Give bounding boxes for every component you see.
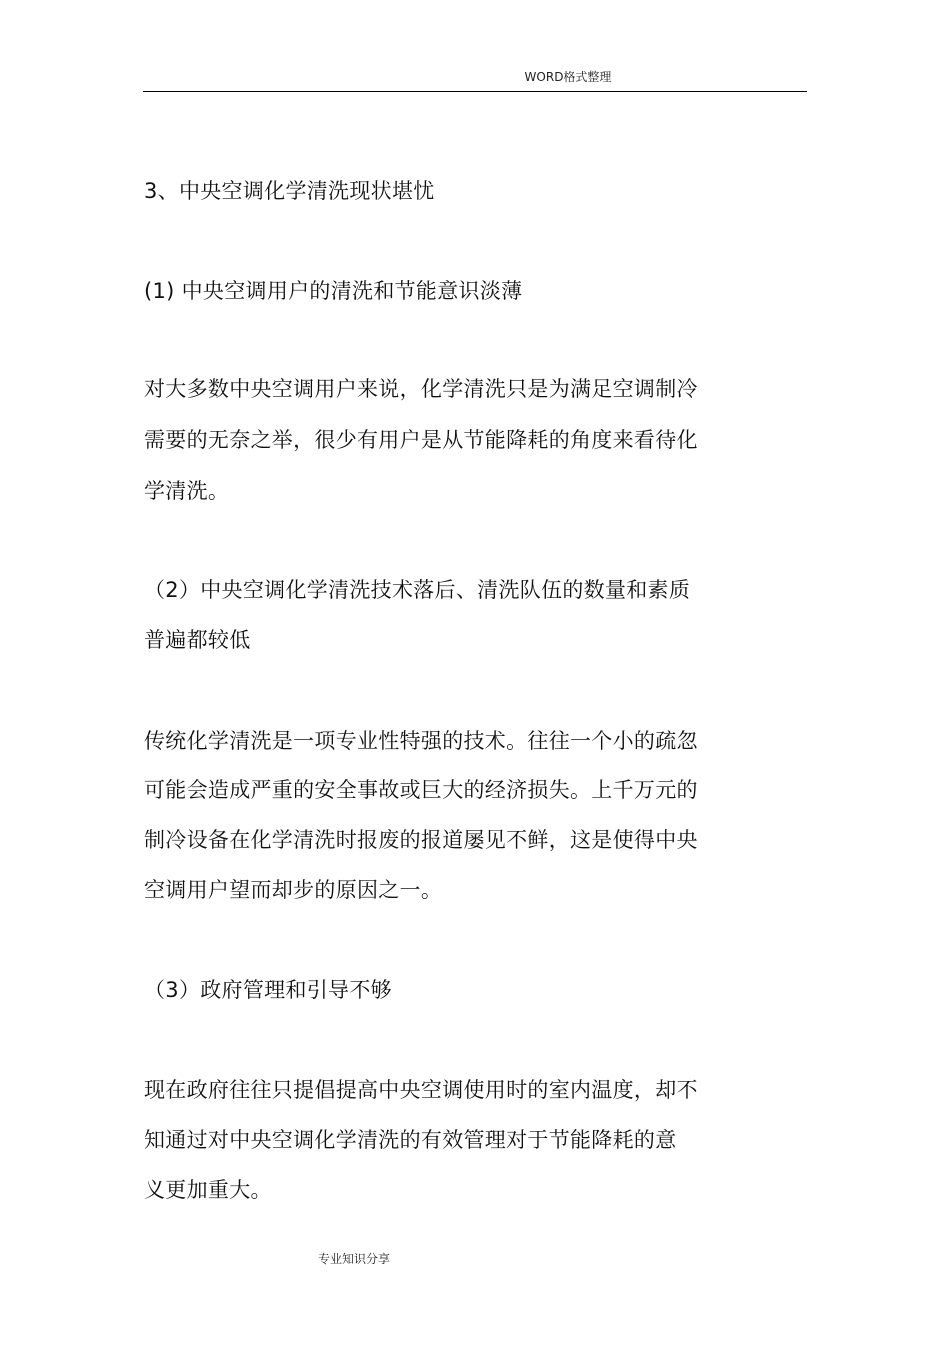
item-1-body-line-3: 学清洗。 (144, 479, 230, 503)
item-2-title-line-2: 普遍都较低 (144, 628, 251, 652)
item-2-body-line-4: 空调用户望而却步的原因之一。 (144, 878, 443, 902)
item-2-body-line-3: 制冷设备在化学清洗时报废的报道屡见不鲜，这是使得中央 (144, 828, 698, 852)
item-3-body-line-2: 知通过对中央空调化学清洗的有效管理对于节能降耗的意 (144, 1128, 677, 1152)
item-2-body-line-2: 可能会造成严重的安全事故或巨大的经济损失。上千万元的 (144, 778, 698, 802)
item-1-body-line-2: 需要的无奈之举，很少有用户是从节能降耗的角度来看待化 (144, 428, 698, 452)
item-2-body-line-1: 传统化学清洗是一项专业性特强的技术。往往一个小的疏忽 (144, 729, 698, 753)
section-heading: 3、中央空调化学清洗现状堪忧 (144, 179, 435, 203)
item-3-body-line-1: 现在政府往往只提倡提高中央空调使用时的室内温度，却不 (144, 1078, 698, 1102)
item-1-body-line-1: 对大多数中央空调用户来说，化学清洗只是为满足空调制冷 (144, 377, 698, 401)
item-3-body-line-3: 义更加重大。 (144, 1178, 272, 1202)
item-3-title: （3）政府管理和引导不够 (144, 978, 392, 1002)
item-2-title-line-1: （2）中央空调化学清洗技术落后、清洗队伍的数量和素质 (144, 578, 691, 602)
page-footer: 专业知识分享 (318, 1252, 391, 1266)
header-text: WORD格式整理 (524, 70, 612, 84)
item-1-title: (1) 中央空调用户的清洗和节能意识淡薄 (144, 279, 523, 303)
header-rule (143, 91, 807, 92)
